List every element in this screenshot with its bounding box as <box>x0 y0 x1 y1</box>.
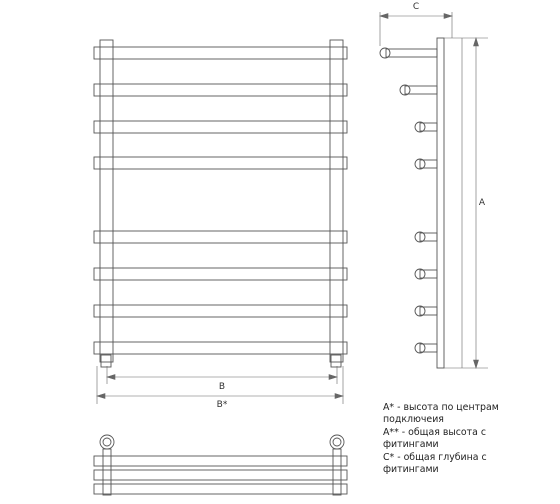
right-post <box>330 40 343 362</box>
top-rung <box>94 456 347 466</box>
right-connector-inner <box>333 438 341 446</box>
right-fitting <box>331 355 341 367</box>
wall-bracket <box>437 38 444 368</box>
rung <box>94 121 347 133</box>
dimension-a-label: A <box>478 198 486 208</box>
rung <box>94 157 347 169</box>
peg <box>420 233 437 241</box>
dimension-b-label: B <box>218 382 226 392</box>
left-post <box>100 40 113 362</box>
rung <box>94 84 347 96</box>
peg <box>420 123 437 131</box>
peg <box>420 344 437 352</box>
peg <box>386 49 437 57</box>
peg <box>420 307 437 315</box>
rung <box>94 47 347 59</box>
legend-line: A* - высота по центрам <box>383 402 499 413</box>
top-view <box>94 435 347 495</box>
side-pegs <box>380 48 437 353</box>
legend-line: A** - общая высота с <box>383 426 487 438</box>
legend-line: фитингами <box>383 439 439 451</box>
rung <box>94 268 347 280</box>
peg <box>420 270 437 278</box>
rung <box>94 305 347 317</box>
rung <box>94 342 347 354</box>
legend-line: фитингами <box>383 464 439 476</box>
dimension-b-star-label: B* <box>216 400 228 410</box>
left-connector <box>100 435 114 449</box>
side-view <box>380 38 444 368</box>
right-connector <box>330 435 344 449</box>
dimension-c-label: C <box>412 2 420 12</box>
top-rung <box>94 470 347 480</box>
dimension-c <box>380 12 452 46</box>
front-rungs <box>94 47 347 354</box>
peg-cap <box>380 48 390 58</box>
legend <box>383 402 553 476</box>
top-rung <box>94 484 347 494</box>
left-fitting <box>101 355 111 367</box>
peg <box>420 160 437 168</box>
front-view <box>94 40 347 367</box>
left-connector-inner <box>103 438 111 446</box>
rung <box>94 231 347 243</box>
legend-line: подключеия <box>383 414 444 426</box>
legend-line: C* - общая глубина с <box>383 451 487 463</box>
